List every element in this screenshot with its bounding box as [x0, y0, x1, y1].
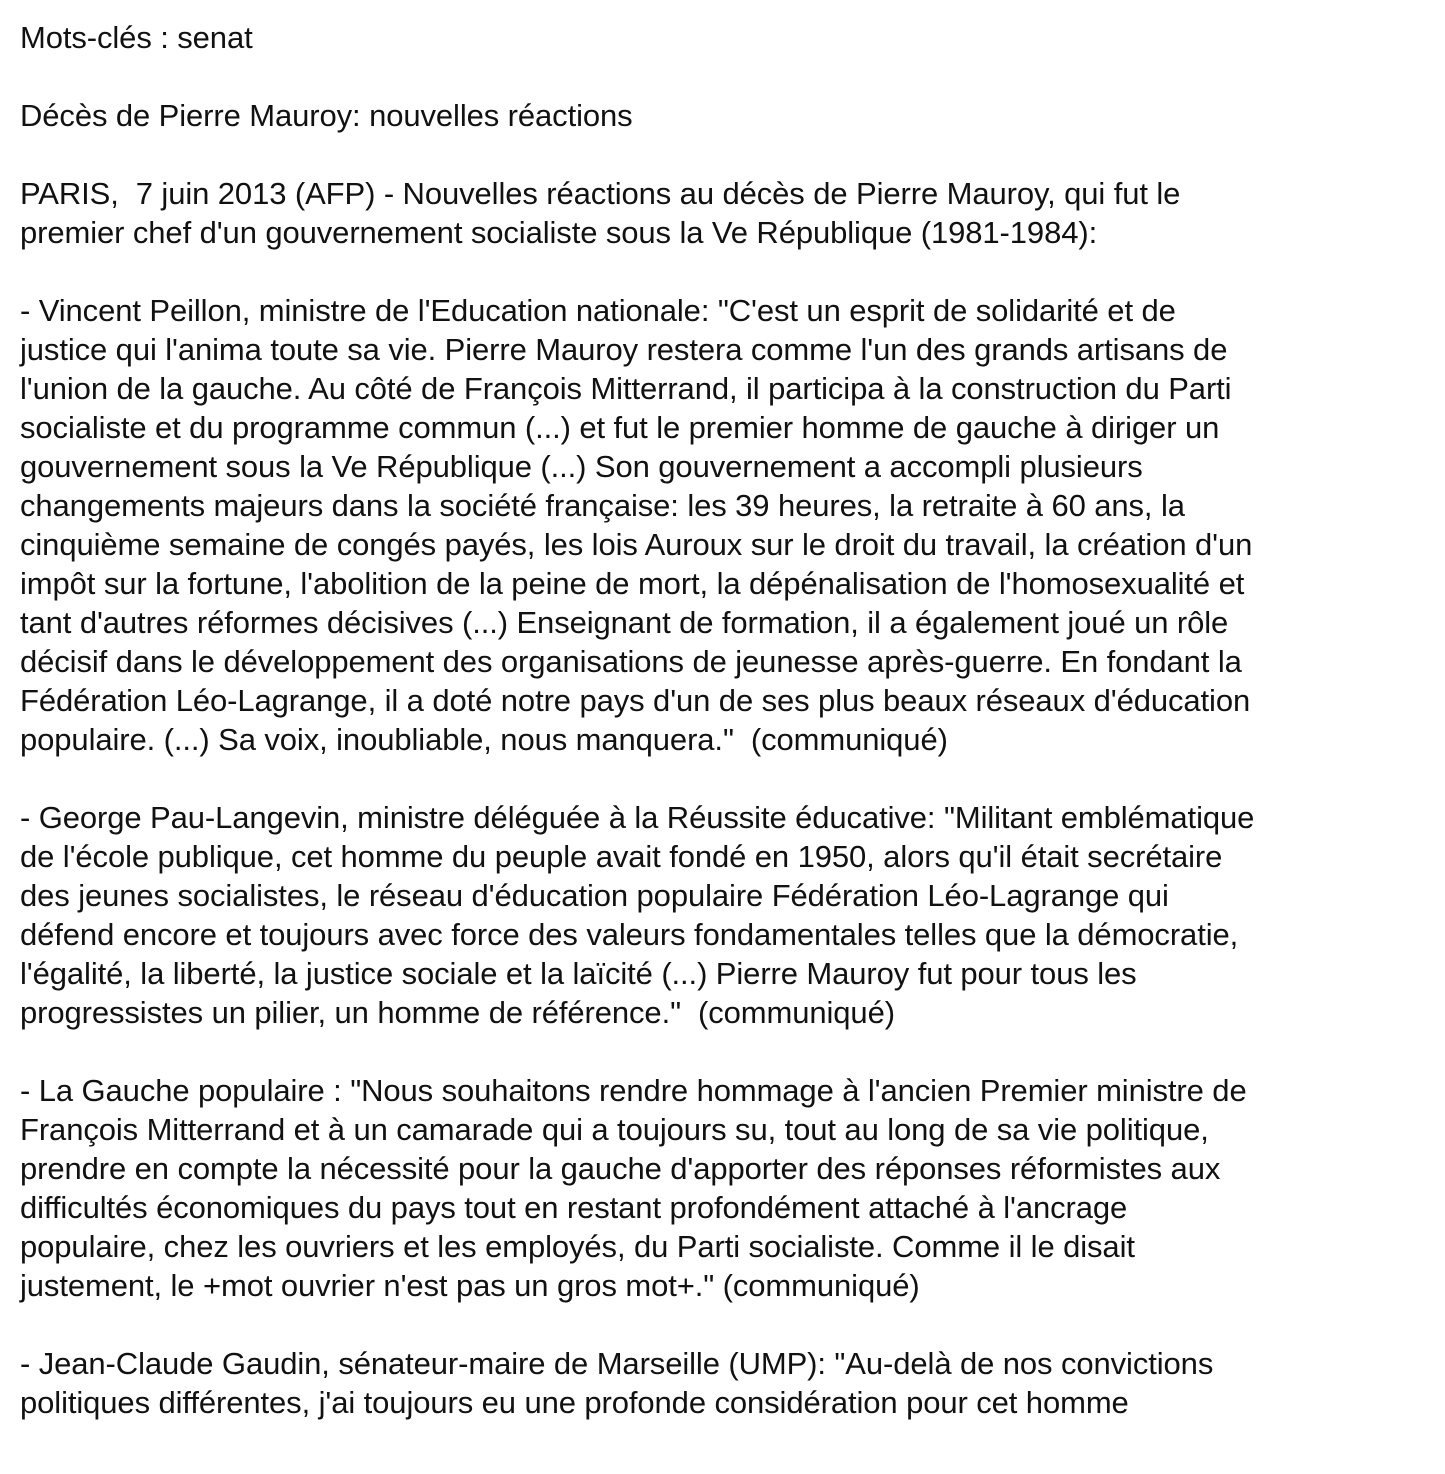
text-line: impôt sur la fortune, l'abolition de la peine de mort, la dépénalisation de l'homosexualité et — [20, 566, 1245, 601]
text-line: l'égalité, la liberté, la justice sociale et la laïcité (...) Pierre Mauroy fut pour tous les — [20, 956, 1137, 991]
blank-line — [20, 1305, 1420, 1344]
text-line: de l'école publique, cet homme du peuple avait fondé en 1950, alors qu'il était secrétaire — [20, 839, 1223, 874]
paragraph-gauche-populaire — [20, 1071, 1420, 1305]
paragraph-pau-langevin — [20, 798, 1420, 1032]
text-line: cinquième semaine de congés payés, les lois Auroux sur le droit du travail, la création d'un — [20, 527, 1253, 562]
text-line: populaire, chez les ouvriers et les employés, du Parti socialiste. Comme il le disait — [20, 1229, 1135, 1264]
text-line: difficultés économiques du pays tout en restant profondément attaché à l'ancrage — [20, 1190, 1128, 1225]
paragraph-intro — [20, 174, 1420, 252]
text-line: défend encore et toujours avec force des valeurs fondamentales telles que la démocratie, — [20, 917, 1239, 952]
text-line: gouvernement sous la Ve République (...) Son gouvernement a accompli plusieurs — [20, 449, 1143, 484]
text-line: - La Gauche populaire : "Nous souhaitons rendre hommage à l'ancien Premier ministre de — [20, 1073, 1247, 1108]
text-line: des jeunes socialistes, le réseau d'éducation populaire Fédération Léo-Lagrange qui — [20, 878, 1169, 913]
text-line: prendre en compte la nécessité pour la gauche d'apporter des réponses réformistes aux — [20, 1151, 1221, 1186]
text-line: changements majeurs dans la société française: les 39 heures, la retraite à 60 ans, la — [20, 488, 1185, 523]
paragraph-gaudin — [20, 1344, 1420, 1422]
text-line: justice qui l'anima toute sa vie. Pierre Mauroy restera comme l'un des grands artisans de — [20, 332, 1228, 367]
blank-line — [20, 252, 1420, 291]
paragraph-peillon — [20, 291, 1420, 759]
text-line: justement, le +mot ouvrier n'est pas un gros mot+." (communiqué) — [20, 1268, 920, 1303]
text-line: l'union de la gauche. Au côté de François Mitterrand, il participa à la construction du Parti — [20, 371, 1232, 406]
text-line: politiques différentes, j'ai toujours eu une profonde considération pour cet homme — [20, 1385, 1129, 1420]
text-line: - George Pau-Langevin, ministre déléguée à la Réussite éducative: "Militant emblématique — [20, 800, 1255, 835]
text-line: PARIS, 7 juin 2013 (AFP) - Nouvelles réactions au décès de Pierre Mauroy, qui fut le — [20, 176, 1181, 211]
text-line: socialiste et du programme commun (...) et fut le premier homme de gauche à diriger un — [20, 410, 1220, 445]
text-line: populaire. (...) Sa voix, inoubliable, nous manquera." (communiqué) — [20, 722, 948, 757]
text-line: progressistes un pilier, un homme de référence." (communiqué) — [20, 995, 895, 1030]
text-line: - Vincent Peillon, ministre de l'Education nationale: "C'est un esprit de solidarité et de — [20, 293, 1176, 328]
text-line: tant d'autres réformes décisives (...) Enseignant de formation, il a également joué un rôle — [20, 605, 1229, 640]
text-line: - Jean-Claude Gaudin, sénateur-maire de Marseille (UMP): "Au-delà de nos convictions — [20, 1346, 1214, 1381]
blank-line — [20, 759, 1420, 798]
blank-line — [20, 57, 1420, 96]
text-line: décisif dans le développement des organisations de jeunesse après-guerre. En fondant la — [20, 644, 1242, 679]
headline: Décès de Pierre Mauroy: nouvelles réactions — [20, 98, 633, 133]
keywords-line: Mots-clés : senat — [20, 20, 253, 55]
text-line: François Mitterrand et à un camarade qui a toujours su, tout au long de sa vie politique, — [20, 1112, 1209, 1147]
blank-line — [20, 1032, 1420, 1071]
text-line: premier chef d'un gouvernement socialiste sous la Ve République (1981-1984): — [20, 215, 1098, 250]
text-line: Fédération Léo-Lagrange, il a doté notre pays d'un de ses plus beaux réseaux d'éducation — [20, 683, 1251, 718]
document-page — [20, 18, 1420, 1422]
blank-line — [20, 135, 1420, 174]
